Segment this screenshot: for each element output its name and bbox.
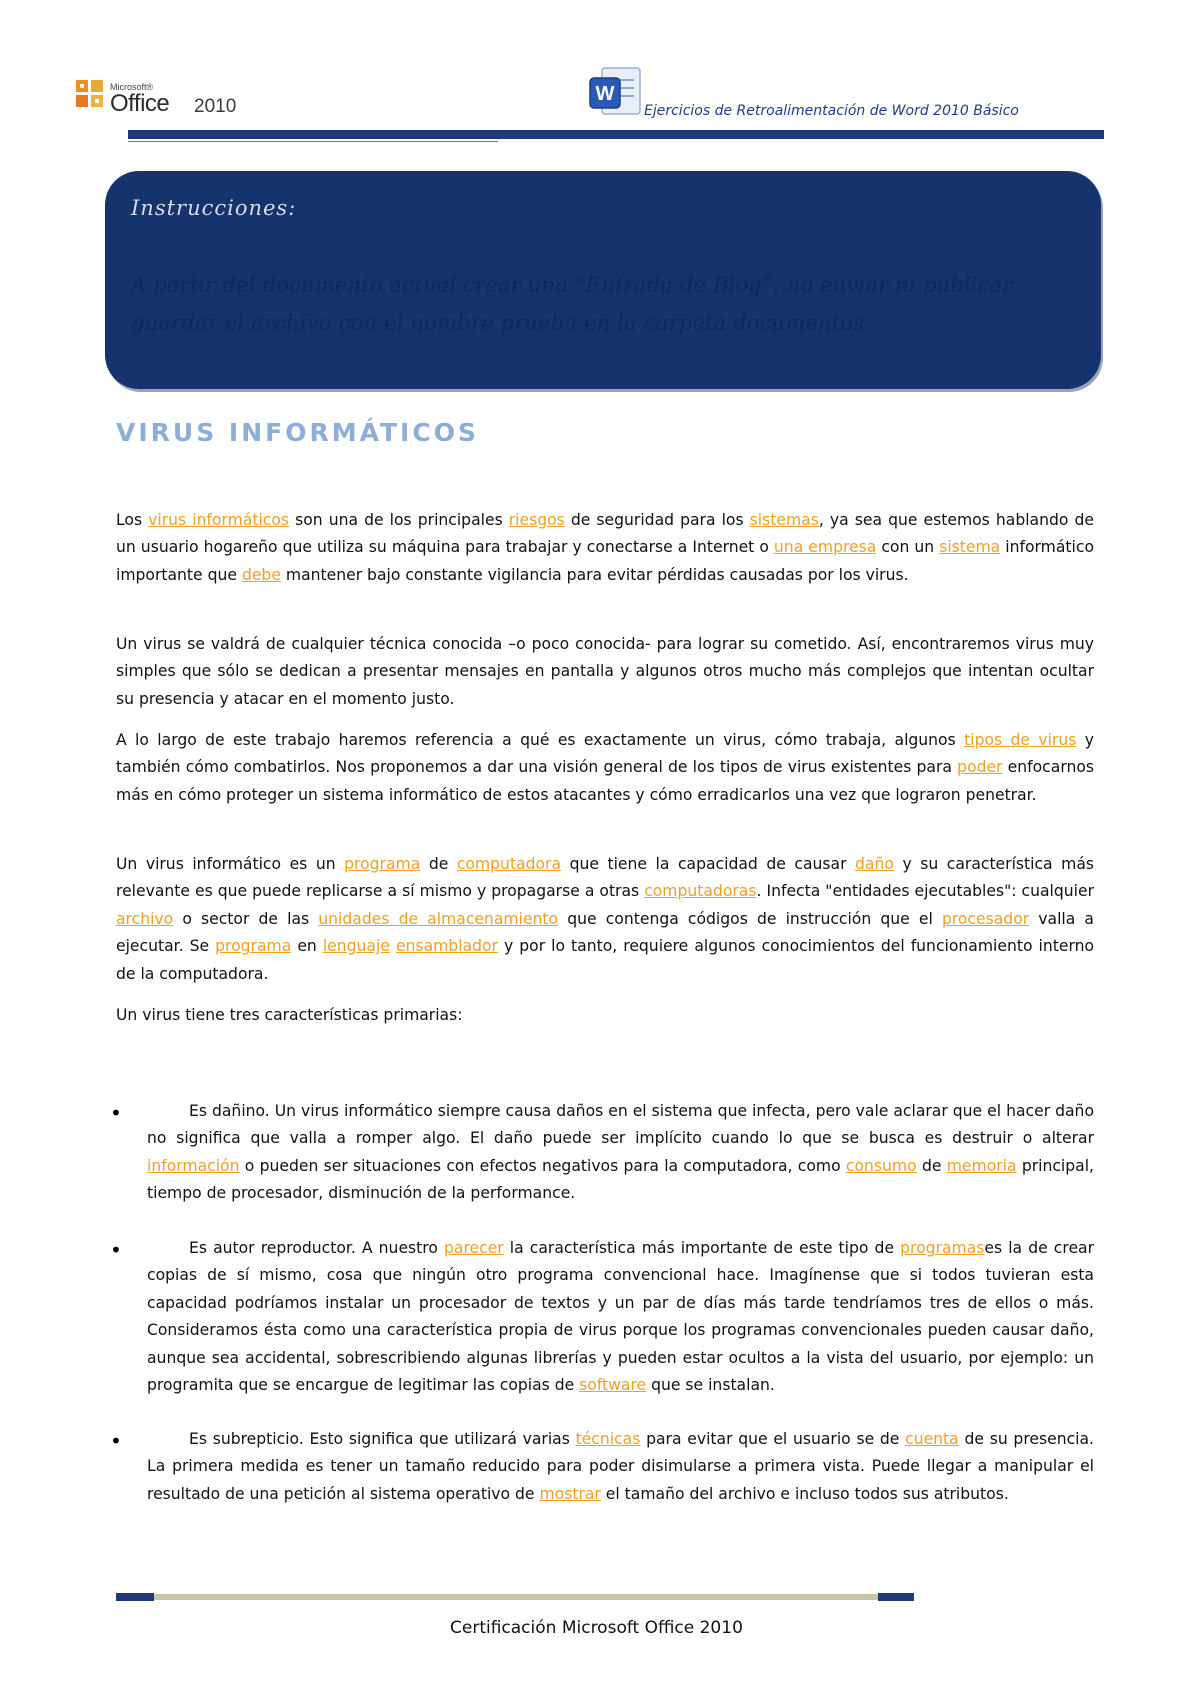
link-debe[interactable]: debe	[241, 565, 281, 584]
logo-office-text: Office	[110, 90, 170, 117]
text-run: el tamaño del archivo e incluso todos sus atributos.	[600, 1484, 1009, 1503]
bullet-3	[147, 1426, 1094, 1508]
text-run: de	[916, 1156, 947, 1175]
link-mostrar[interactable]: mostrar	[539, 1484, 601, 1503]
footer-text: Certificación Microsoft Office 2010	[450, 1618, 743, 1638]
logo-year-text: 2010	[194, 96, 237, 117]
paragraph-4	[116, 851, 1094, 988]
text-run: que tiene la capacidad de causar	[561, 855, 856, 873]
link-lenguaje[interactable]: lenguaje	[322, 937, 390, 956]
document-heading: VIRUS INFORMÁTICOS	[116, 418, 479, 447]
bullet-dot-1: •	[110, 1101, 122, 1125]
text-run: Es autor reproductor. A nuestro	[189, 1239, 444, 1257]
link-computadora[interactable]: computadora	[456, 855, 562, 873]
link-programa-2[interactable]: programa	[215, 937, 292, 956]
text-run: para evitar que el usuario se de	[640, 1430, 906, 1448]
text-run: A lo largo de este trabajo haremos referencia a qué es exactamente un virus, cómo trabaja, algunos	[116, 731, 965, 749]
link-software[interactable]: software	[579, 1376, 647, 1395]
text-run: son una de los principales	[289, 511, 509, 529]
text-run: , ya sea que estemos hablando de un usuario hogareño que utiliza su máquina para trabajar y conectarse a Internet o	[116, 511, 1094, 557]
paragraph-2: Un virus se valdrá de cualquier técnica conocida –o poco conocida- para lograr su cometido. Así, encontraremos virus muy simples que sólo se dedican a presentar mensajes en pantalla y algunos otros mucho más complejos que intentan ocultar su presencia y atacar en el momento justo.	[116, 635, 1094, 708]
link-ensamblador[interactable]: ensamblador	[395, 937, 498, 956]
text-run: Un virus informático es un	[116, 855, 345, 873]
link-computadoras[interactable]: computadoras	[644, 882, 757, 901]
word-icon	[588, 64, 644, 122]
footer-rule-left	[116, 1593, 154, 1601]
link-informacion[interactable]: información	[147, 1156, 240, 1175]
text-run: es la de crear copias de sí mismo, cosa que ningún otro programa convencional hace. Imagínense que si todos tuvieran esta capacidad podríamos instalar un procesador de textos y un par de días más tarde tendríamos tres de ellos o más. Consideramos ésta como una característica propia de virus porque los programas convencionales pueden causar daño, aunque sea accidental, sobrescribiendo algunas librerías y pueden estar ocultos a la vista del usuario, por ejemplo: un programita que se encargue de legitimar las copias de	[147, 1239, 1095, 1395]
logo-microsoft-text: Microsoft®	[110, 82, 154, 92]
link-tecnicas[interactable]: técnicas	[575, 1430, 641, 1448]
header-rule	[128, 130, 1104, 139]
paragraph-5: Un virus tiene tres características primarias:	[116, 1006, 463, 1024]
text-run: mantener bajo constante vigilancia para evitar pérdidas causadas por los virus.	[280, 565, 909, 584]
instructions-title: Instrucciones:	[131, 196, 297, 220]
link-virus-informaticos[interactable]: virus informáticos	[148, 511, 290, 529]
link-parecer[interactable]: parecer	[444, 1239, 504, 1257]
office-2010-logo	[74, 76, 254, 126]
text-run: . Infecta "entidades ejecutables": cualquier	[756, 882, 1095, 901]
text-run: y también cómo combatirlos. Nos proponemos a dar una visión general de los tipos de virus existentes para	[116, 731, 1095, 777]
link-poder[interactable]: poder	[957, 758, 1003, 777]
text-run: y por lo tanto, requiere algunos conocimientos del funcionamiento interno de la computadora.	[116, 937, 1095, 983]
text-run: principal, tiempo de procesador, disminución de la performance.	[147, 1156, 1095, 1203]
text-run: que contenga códigos de instrucción que el	[558, 909, 942, 928]
text-run: o sector de las	[173, 909, 319, 928]
link-tipos-de-virus[interactable]: tipos de virus	[964, 731, 1077, 749]
text-run: que se instalan.	[646, 1376, 775, 1395]
text-run: la característica más importante de este tipo de	[503, 1239, 901, 1257]
footer-rule-middle	[154, 1594, 878, 1600]
paragraph-1	[116, 507, 1094, 589]
link-sistema[interactable]: sistema	[939, 538, 1001, 557]
text-run: o pueden ser situaciones con efectos negativos para la computadora, como	[239, 1156, 846, 1175]
link-cuenta[interactable]: cuenta	[905, 1430, 959, 1448]
link-consumo[interactable]: consumo	[845, 1156, 917, 1175]
text-run: Es subrepticio. Esto significa que utilizará varias	[189, 1430, 576, 1448]
bullet-1	[147, 1098, 1094, 1208]
text-run: de	[420, 855, 457, 873]
text-run: en	[291, 937, 323, 956]
link-programa[interactable]: programa	[344, 855, 421, 873]
text-run: informático importante que	[116, 538, 1094, 584]
link-archivo[interactable]: archivo	[116, 909, 174, 928]
text-run: de su presencia. La primera medida es tener un tamaño reducido para poder disimularse a primera vista. Puede llegar a manipular el resultado de una petición al sistema operativo de	[147, 1430, 1095, 1503]
link-programas[interactable]: programas	[900, 1239, 985, 1257]
link-dano[interactable]: daño	[855, 855, 894, 873]
text-run: valla a ejecutar. Se	[116, 909, 1094, 956]
bullet-dot-2: •	[110, 1238, 122, 1262]
link-riesgos[interactable]: riesgos	[508, 511, 565, 529]
link-sistemas[interactable]: sistemas	[749, 511, 819, 529]
svg-text:W: W	[595, 83, 615, 105]
text-run: con un	[876, 538, 940, 557]
office-logo-icon	[74, 78, 106, 112]
link-una-empresa[interactable]: una empresa	[773, 538, 877, 557]
instructions-text: A partir del documento actual crear una “Entrada de Blog”, no enviar ni publicar guardar el archivo con el nombre prueba en la carpeta documentos	[131, 273, 1013, 335]
text-run: de seguridad para los	[564, 511, 750, 529]
link-unidades-de-almacenamiento[interactable]: unidades de almacenamiento	[318, 909, 559, 928]
link-procesador[interactable]: procesador	[941, 909, 1030, 928]
text-run: enfocarnos más en cómo proteger un sistema informático de estos atacantes y cómo erradicarlos una vez que lograron penetrar.	[116, 758, 1094, 804]
text-run: Los	[116, 511, 149, 529]
footer-rule-right	[878, 1593, 914, 1601]
text-run: Es dañino. Un virus informático siempre causa daños en el sistema que infecta, pero vale aclarar que el hacer daño no significa que valla a romper algo. El daño puede ser implícito cuando lo que se busca es destruir o alterar	[147, 1102, 1094, 1148]
header-title: Ejercicios de Retroalimentación de Word 2010 Básico	[644, 103, 1019, 119]
bullet-2	[147, 1235, 1094, 1399]
paragraph-3	[116, 727, 1094, 809]
text-run: y su característica más relevante es que puede replicarse a sí mismo y propagarse a otras	[116, 855, 1095, 901]
link-memoria[interactable]: memoria	[946, 1156, 1017, 1175]
bullet-dot-3: •	[110, 1429, 122, 1453]
header-rule-thin	[128, 141, 498, 142]
